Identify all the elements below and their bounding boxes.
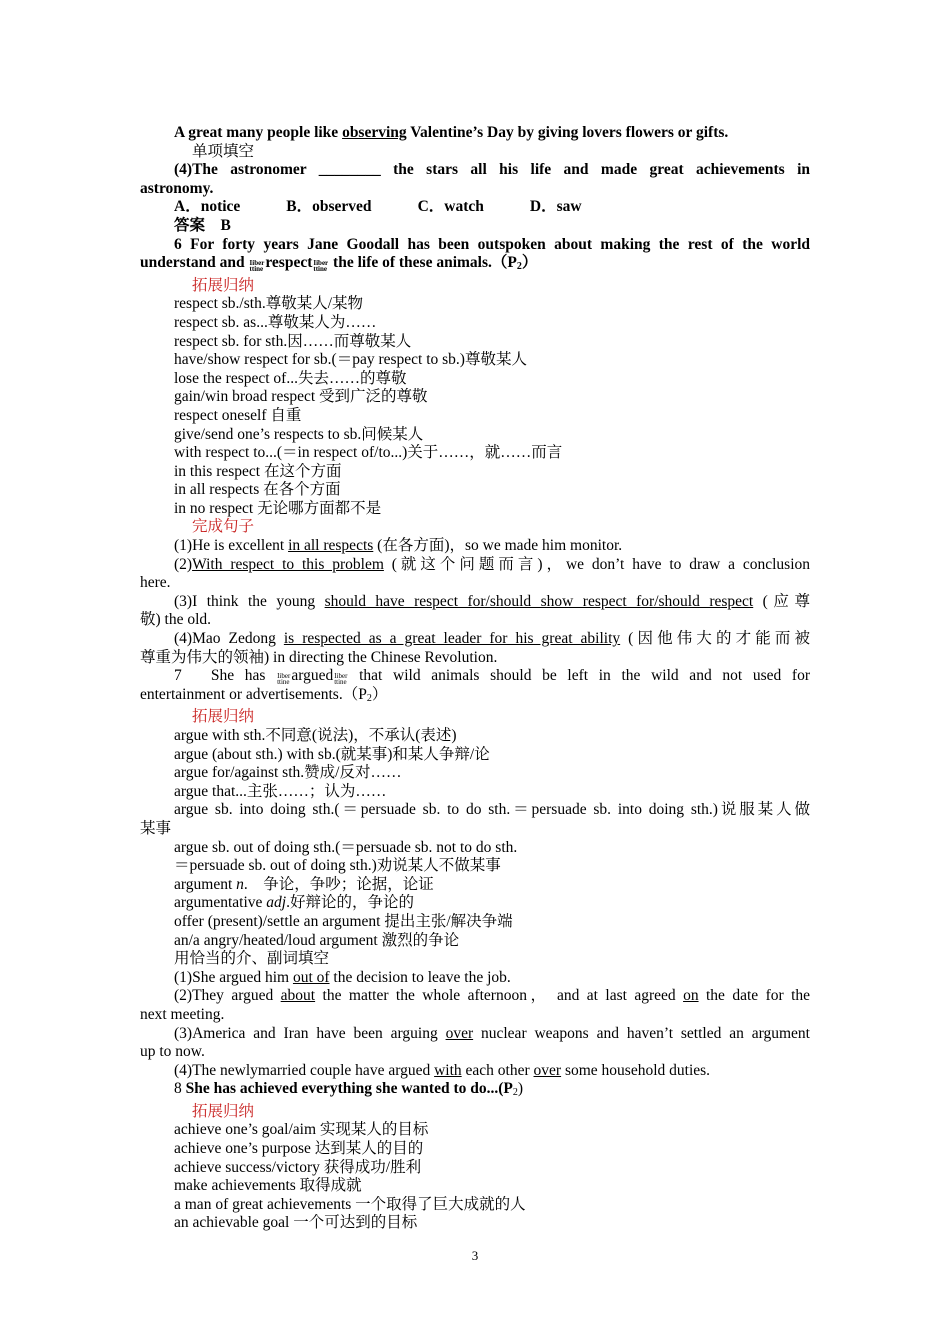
phrase-item: argue (about sth.) with sb.(就某事)和某人争辩/论 [174, 745, 490, 763]
text: A great many people like [174, 124, 343, 141]
underlined-word: observing [342, 124, 407, 141]
answer: 答案 B [174, 216, 231, 234]
text: argument [174, 875, 237, 893]
text: (P [498, 1080, 513, 1098]
phrase-item: have/show respect for sb.(＝pay respect to sb.)尊敬某人 [174, 351, 527, 369]
question-4-line2: astronomy. [140, 179, 214, 197]
sentence-2-line1 [140, 556, 810, 575]
sentence-4-line2: 尊重为伟大的领袖) in directing the Chinese Revolution. [140, 648, 498, 666]
option-a: A．notice [174, 198, 241, 216]
text: argued [291, 667, 334, 685]
sentence-4-line1 [140, 630, 810, 649]
text: argumentative [174, 894, 267, 912]
glyph-mark [250, 260, 265, 272]
phrase-item: achieve success/victory 获得成功/胜利 [174, 1158, 422, 1176]
glyph-mark-bottom: ttine [313, 265, 327, 274]
phrase-item: respect sb./sth.尊敬某人/某物 [174, 295, 363, 313]
heading-text: She has achieved everything she wanted to do... [185, 1080, 499, 1098]
text: (3)America and Iran have been arguing [174, 1024, 446, 1042]
text: (4)Mao Zedong [174, 630, 284, 648]
phrase-item: make achievements 取得成就 [174, 1177, 362, 1195]
complete-heading: 完成句子 [192, 518, 255, 536]
expand-heading: 拓展归纳 [192, 1102, 255, 1120]
text: ） [371, 685, 388, 703]
phrase-item: give/send one’s respects to sb.问候某人 [174, 425, 424, 443]
phrase-item: achieve one’s goal/aim 实现某人的目标 [174, 1121, 429, 1139]
option-d: D．saw [529, 198, 582, 216]
section-6-heading-line2 [140, 254, 810, 277]
text: (在各方面)，so we made him monitor. [373, 537, 623, 555]
text: the matter the whole afternoon， and at last agreed [315, 987, 684, 1005]
answer-underlined: should have respect for/should show respect for/should respect [324, 592, 754, 610]
answer-underlined: out of [292, 968, 330, 986]
answer-underlined: about [280, 987, 316, 1005]
phrase-item-continued: 某事 [140, 819, 172, 837]
phrase-item: gain/win broad respect 受到广泛的尊敬 [174, 388, 428, 406]
phrase-item [140, 876, 810, 895]
text: . 争论，争吵；论据，论证 [243, 875, 434, 893]
glyph-mark [334, 673, 347, 685]
text: (应尊 [753, 592, 810, 610]
text: some household duties. [561, 1061, 711, 1079]
phrase-item: in all respects 在各个方面 [174, 481, 341, 499]
phrase-item: respect oneself 自重 [174, 406, 302, 424]
option-b: B．observed [286, 198, 372, 216]
phrase-item: in no respect 无论哪方面都不是 [174, 499, 382, 517]
answer-underlined: is respected as a great leader for his great ability [283, 630, 621, 648]
phrase-item: an/a angry/heated/loud argument 激烈的争论 [174, 931, 460, 949]
sentence-3-line1 [140, 593, 810, 612]
glyph-mark-bottom: ttine [249, 265, 264, 274]
text: (就这个问题而言)，we don’t have to draw a conclusion [383, 555, 810, 573]
example-sentence [140, 124, 810, 143]
text: (因他伟大的才能而被 [620, 630, 810, 648]
phrase-item: an achievable goal 一个可达到的目标 [174, 1214, 418, 1232]
subscript: 2 [516, 261, 522, 273]
text: the decision to leave the job. [329, 968, 511, 986]
phrase-item-continued: ＝persuade sb. out of doing sth.)劝说某人不做某事 [174, 857, 501, 875]
section-8-heading [140, 1080, 810, 1103]
phrase-item: lose the respect of...失去……的尊敬 [174, 369, 407, 387]
fill-4 [140, 1062, 810, 1081]
phrase-item: offer (present)/settle an argument 提出主张/解决争端 [174, 912, 513, 930]
phrase-item [140, 894, 810, 913]
glyph-mark-top: Iiber [334, 672, 348, 681]
answer-underlined: on [683, 987, 699, 1005]
text: the life of these animals.（P [329, 254, 517, 272]
glyph-mark [277, 673, 290, 685]
section-6-heading-line1: 6 For forty years Jane Goodall has been outspoken about making the rest of the world [174, 235, 810, 253]
expand-heading: 拓展归纳 [192, 276, 255, 294]
fill-1 [140, 969, 810, 988]
phrase-item: respect sb. as...尊敬某人为…… [174, 313, 377, 331]
text: ) [517, 1080, 524, 1098]
answer-underlined: With respect to this problem [192, 555, 384, 573]
text: (4)The newlymarried couple have argued [174, 1061, 435, 1079]
sentence-2-line2: here. [140, 574, 171, 592]
glyph-mark-top: Iiber [277, 672, 291, 681]
phrase-item: argue that...主张……；认为…… [174, 782, 387, 800]
text: ） [521, 254, 538, 272]
fill-2-line1 [140, 987, 810, 1006]
page-number: 3 [471, 1248, 479, 1263]
phrase-item: achieve one’s purpose 达到某人的目的 [174, 1140, 424, 1158]
text: Valentine’s Day by giving lovers flowers or gifts. [406, 124, 729, 141]
fill-3-line2: up to now. [140, 1043, 205, 1061]
glyph-mark-bottom: ttine [334, 678, 347, 687]
text: (2)They argued [174, 987, 281, 1005]
expand-heading: 拓展归纳 [192, 708, 255, 726]
text: nuclear weapons and haven’t settled an argument [473, 1024, 810, 1042]
options-row [140, 198, 810, 217]
phrase-item: argue sb. out of doing sth.(＝persuade sb. not to do sth. [174, 838, 518, 856]
section-7-heading-line2 [140, 686, 810, 709]
fill-2-line2: next meeting. [140, 1005, 225, 1023]
phrase-item: with respect to...(＝in respect of/to...)关于……，就……而言 [174, 444, 563, 462]
text: each other [461, 1061, 534, 1079]
glyph-mark-top: Iiber [313, 259, 329, 268]
text: understand and [140, 254, 249, 272]
glyph-mark-bottom: ttine [277, 678, 290, 687]
phrase-item: argue with sth.不同意(说法)，不承认(表述) [174, 727, 457, 744]
glyph-mark-top: Iiber [249, 259, 265, 268]
text: the date for the [698, 987, 811, 1005]
document-body [140, 124, 810, 1233]
fill-heading: 用恰当的介、副词填空 [174, 950, 330, 968]
text: entertainment or advertisements.（P [140, 685, 367, 703]
question-4-line1: (4)The astronomer ________ the stars all his life and made great achievements in [174, 161, 810, 179]
text: that wild animals should be left in the wild and not used for [348, 667, 810, 685]
text: 7 She has [174, 667, 277, 685]
answer-underlined: in all respects [288, 537, 374, 555]
text: (1)She argued him [174, 968, 293, 986]
option-c: C．watch [417, 198, 484, 216]
section-number: 8 [174, 1080, 186, 1098]
sentence-3-line2: 敬) the old. [140, 611, 212, 629]
answer-underlined: over [445, 1024, 474, 1042]
phrase-item: in this respect 在这个方面 [174, 462, 342, 480]
text: .好辩论的，争论的 [286, 894, 414, 912]
text: (3)I think the young [174, 592, 325, 610]
text: (1)He is excellent [174, 537, 289, 555]
phrase-item: argue sb. into doing sth.(＝persuade sb. to do sth.＝persuade sb. into doing sth.)说服某人做 [174, 801, 810, 819]
part-of-speech: n [236, 875, 244, 893]
text: respect [265, 254, 313, 272]
phrase-item: argue for/against sth.赞成/反对…… [174, 764, 402, 782]
subscript: 2 [512, 1087, 518, 1099]
answer-underlined: over [533, 1061, 562, 1079]
section-7-heading-line1 [140, 667, 810, 686]
subscript: 2 [366, 692, 372, 704]
part-of-speech: adj [266, 894, 287, 912]
answer-underlined: with [434, 1061, 462, 1079]
phrase-item: a man of great achievements 一个取得了巨大成就的人 [174, 1195, 526, 1213]
glyph-mark [313, 260, 328, 272]
fill-heading: 单项填空 [192, 142, 255, 160]
text: (2) [174, 555, 193, 573]
fill-3-line1 [140, 1025, 810, 1044]
phrase-item: respect sb. for sth.因……而尊敬某人 [174, 332, 412, 350]
sentence-1 [140, 537, 810, 556]
